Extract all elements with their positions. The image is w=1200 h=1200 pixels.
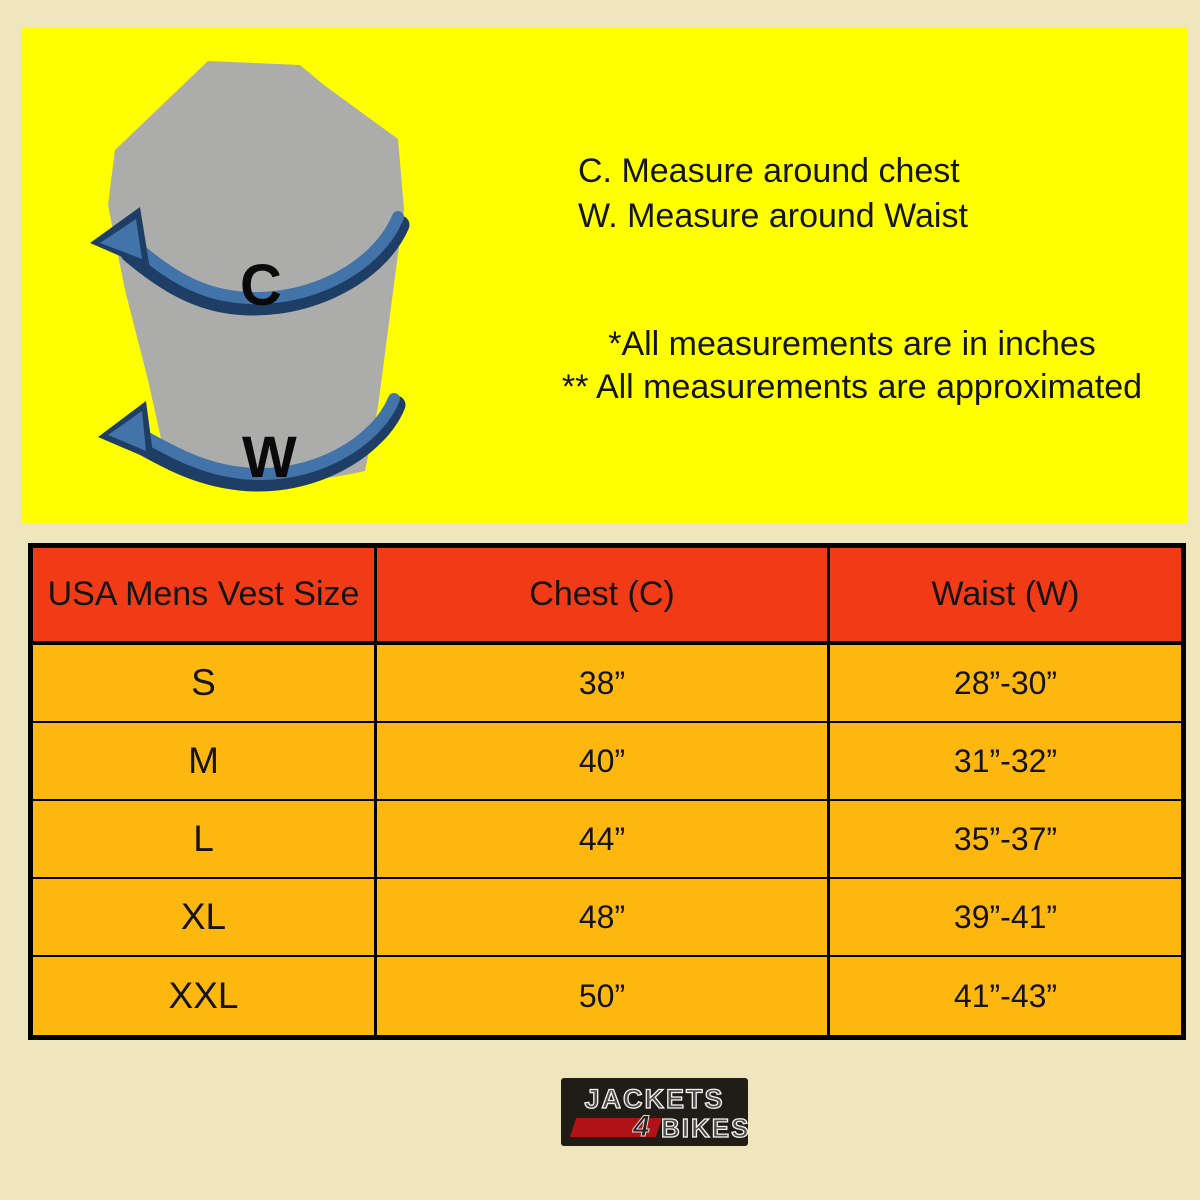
chest-label: C xyxy=(240,253,282,318)
logo-bottom-row xyxy=(571,1110,751,1143)
instruction-line-waist: W. Measure around Waist xyxy=(578,197,968,235)
measurement-notes xyxy=(532,323,1172,409)
size-chart-table xyxy=(28,543,1186,1040)
cell-waist: 31”-32” xyxy=(830,723,1181,801)
instruction-banner xyxy=(22,27,1188,524)
cell-chest: 44” xyxy=(377,801,830,879)
header-cell-size: USA Mens Vest Size xyxy=(33,548,377,645)
cell-chest: 38” xyxy=(377,645,830,723)
header-cell-waist: Waist (W) xyxy=(830,548,1181,645)
cell-waist: 28”-30” xyxy=(830,645,1181,723)
cell-size: XXL xyxy=(33,957,377,1035)
cell-chest: 48” xyxy=(377,879,830,957)
note-measurements-inches: *All measurements are in inches xyxy=(608,325,1096,363)
vest-measurement-diagram xyxy=(82,47,442,507)
cell-size: M xyxy=(33,723,377,801)
logo-digit: 4 xyxy=(633,1110,650,1143)
cell-chest: 40” xyxy=(377,723,830,801)
header-cell-chest: Chest (C) xyxy=(377,548,830,645)
cell-size: XL xyxy=(33,879,377,957)
cell-waist: 35”-37” xyxy=(830,801,1181,879)
jackets4bikes-logo xyxy=(561,1078,751,1146)
cell-waist: 39”-41” xyxy=(830,879,1181,957)
waist-label: W xyxy=(242,425,297,490)
cell-waist: 41”-43” xyxy=(830,957,1181,1035)
measurement-instructions xyxy=(578,149,968,239)
logo-bikes-text: BIKES xyxy=(661,1113,751,1143)
cell-chest: 50” xyxy=(377,957,830,1035)
cell-size: L xyxy=(33,801,377,879)
cell-size: S xyxy=(33,645,377,723)
logo-jackets-text: JACKETS xyxy=(584,1084,725,1114)
note-measurements-approximated: ** All measurements are approximated xyxy=(561,368,1143,406)
instruction-line-chest: C. Measure around chest xyxy=(578,152,960,190)
